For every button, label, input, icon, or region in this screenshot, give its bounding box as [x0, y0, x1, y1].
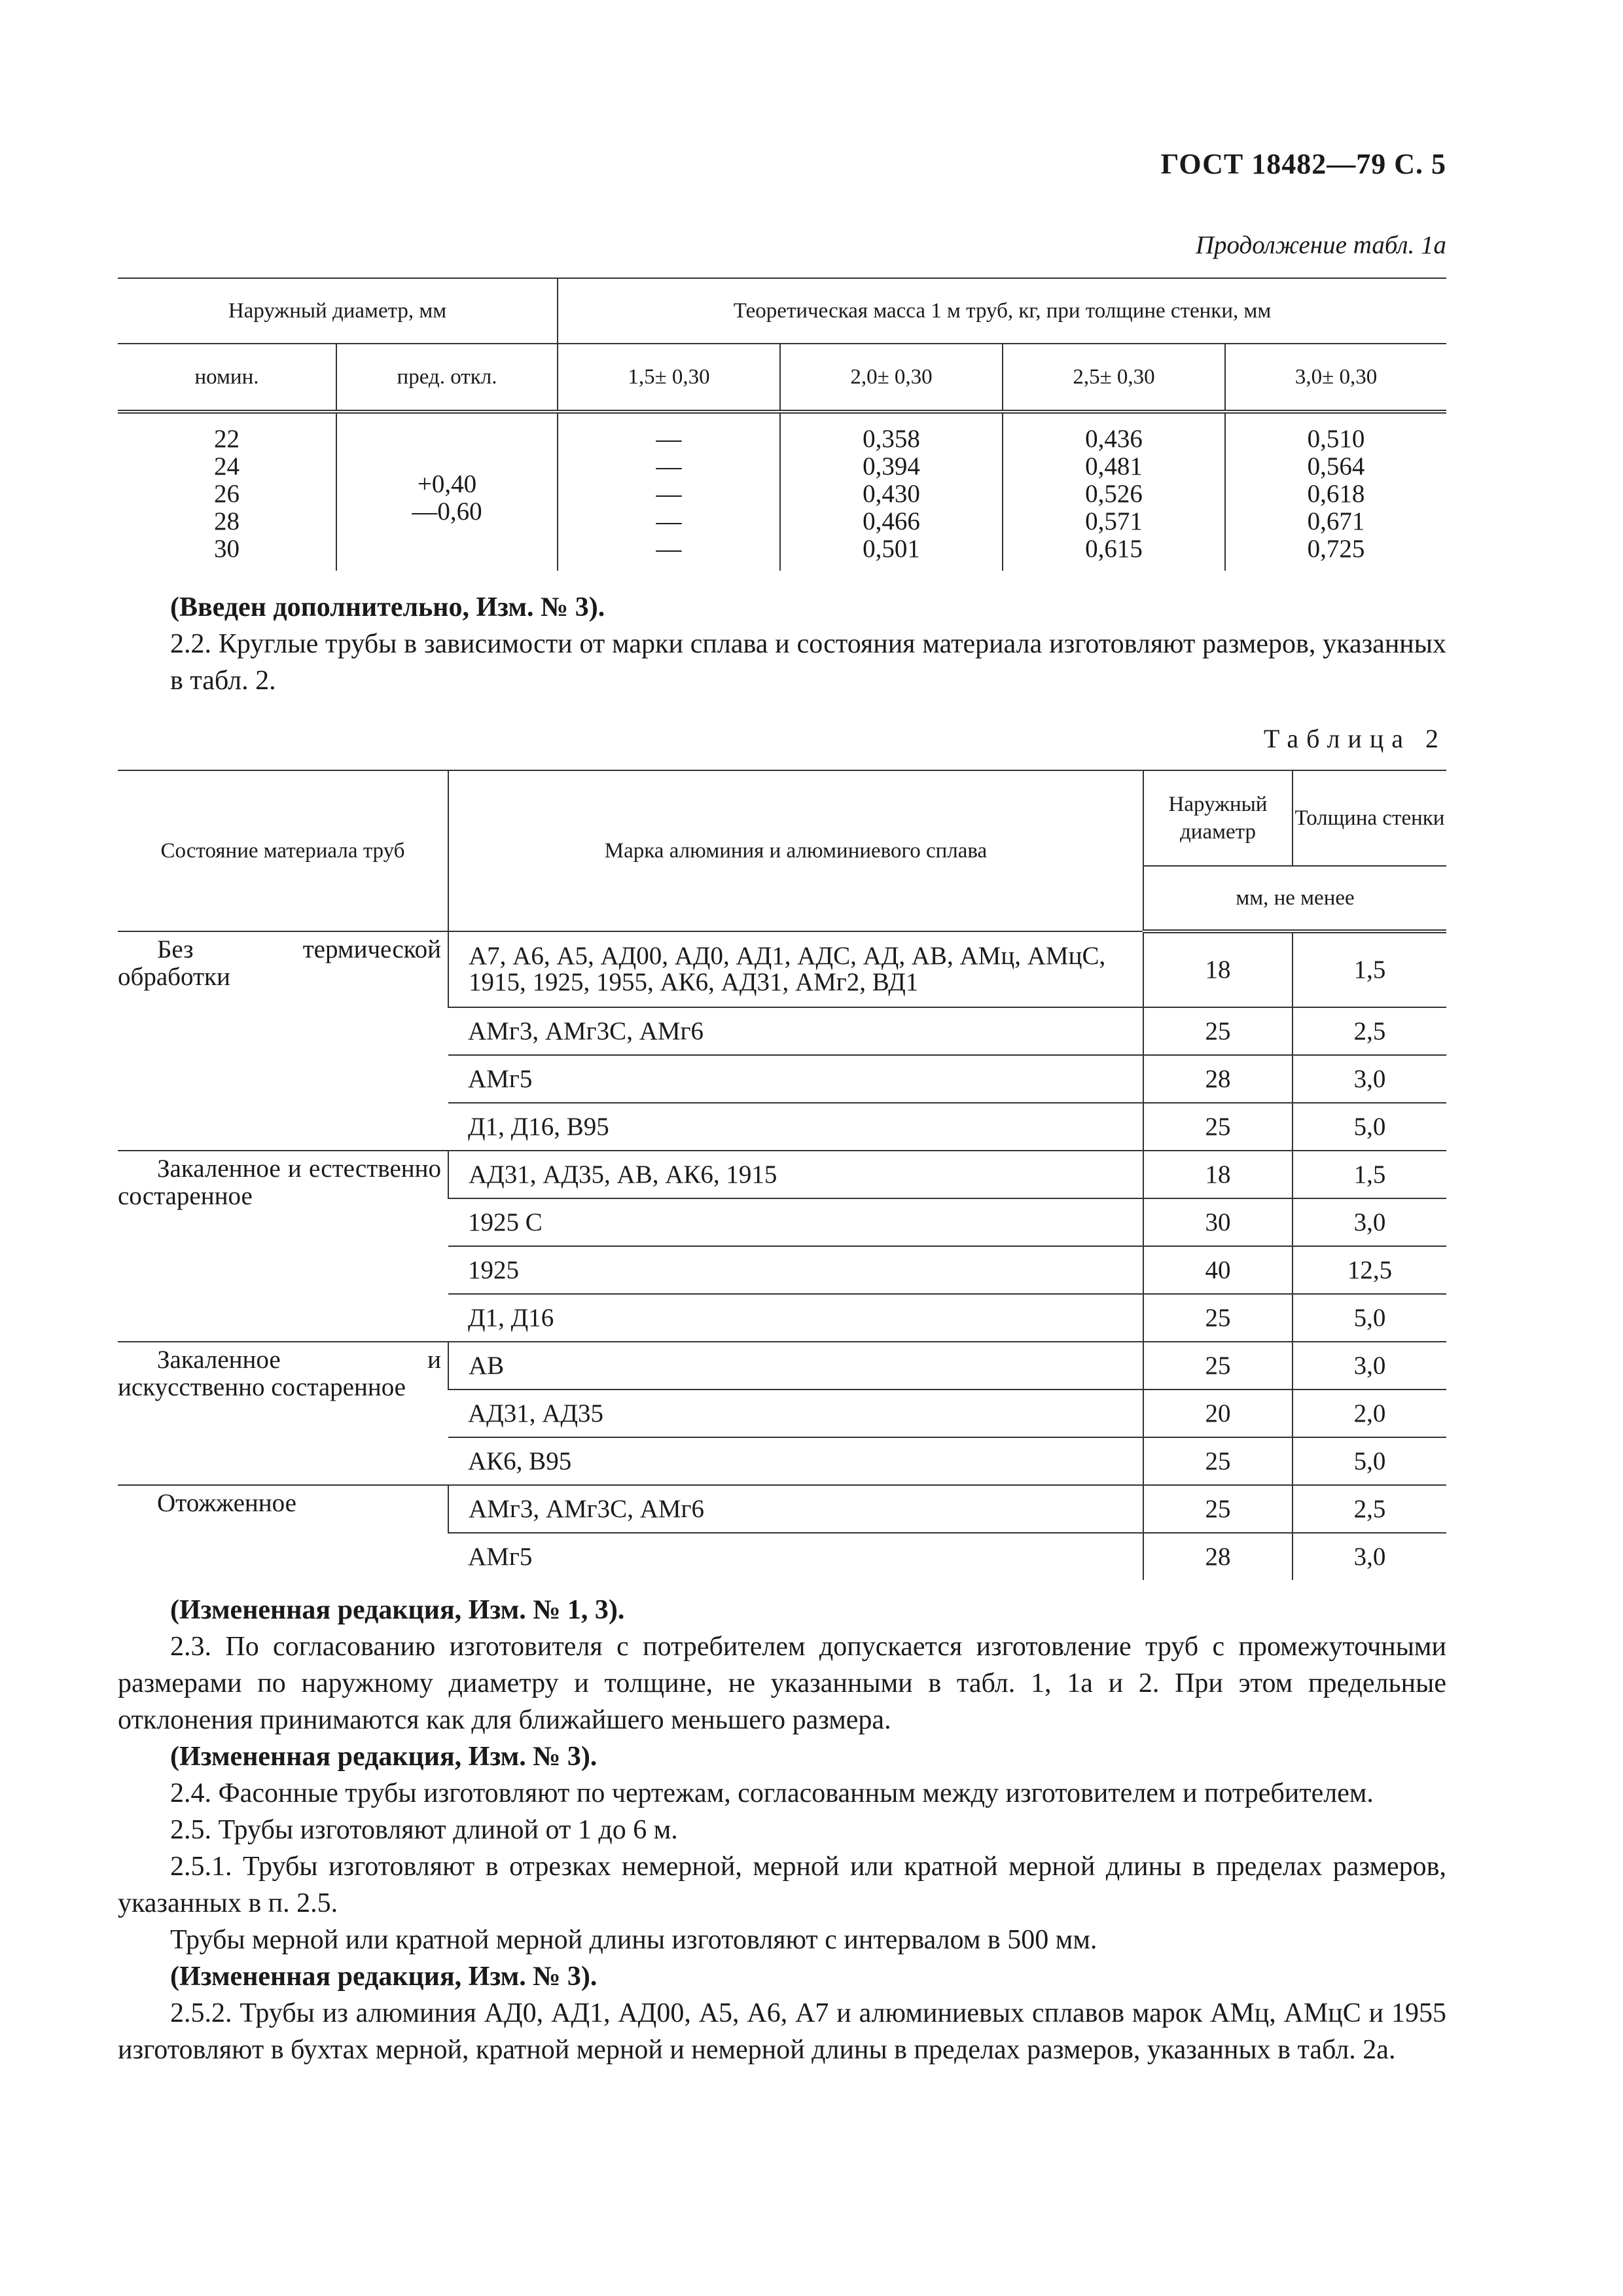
grade-cell: АМг5	[448, 1055, 1143, 1103]
diameter-cell: 28	[1143, 1055, 1293, 1103]
thickness-cell: 2,5	[1293, 1485, 1446, 1533]
thickness-cell: 2,5	[1293, 1007, 1446, 1055]
thickness-cell: 1,5	[1293, 931, 1446, 1007]
paragraph-2-3: 2.3. По согласованию изготовителя с потребителем допускается изготовление труб с промежуточными размерами по наружному диаметру и толщине, не указанными в табл. 1, 1а и 2. При этом предельные отклонения принимаются как для ближайшего меньшего размера.	[118, 1632, 1446, 1735]
grade-cell: АД31, АД35	[448, 1390, 1143, 1437]
table-cell: 26	[214, 480, 240, 508]
paragraph-2-5-1: 2.5.1. Трубы изготовляют в отрезках немерной, мерной или кратной мерной длины в пределах размеров, указанных в п. 2.5.	[118, 1852, 1446, 1918]
grade-cell: АК6, В95	[448, 1437, 1143, 1485]
header-units: мм, не менее	[1143, 866, 1446, 931]
table-cell: 0,358	[863, 425, 920, 453]
header-wall-2-0: 2,0± 0,30	[780, 344, 1003, 412]
grade-cell: А7, А6, А5, АД00, АД0, АД1, АДС, АД, АВ, АМц, АМцС, 1915, 1925, 1955, АК6, АД31, АМг2, ВД1	[448, 931, 1143, 1007]
diameter-cell: 25	[1143, 1294, 1293, 1342]
table-cell: 0,526	[1085, 480, 1143, 508]
thickness-cell: 3,0	[1293, 1198, 1446, 1246]
grade-cell: Д1, Д16, В95	[448, 1103, 1143, 1151]
table-cell: —	[656, 480, 682, 508]
diameter-cell: 20	[1143, 1390, 1293, 1437]
thickness-cell: 3,0	[1293, 1533, 1446, 1580]
header-outer-diameter: Наружный диаметр, мм	[118, 278, 558, 344]
cell-wall-3-0	[1225, 412, 1446, 571]
table-cell: 0,430	[863, 480, 920, 508]
table-cell: 0,671	[1307, 507, 1365, 535]
thickness-cell: 3,0	[1293, 1342, 1446, 1390]
diameter-cell: 30	[1143, 1198, 1293, 1246]
grade-cell: АВ	[448, 1342, 1143, 1390]
cell-wall-2-0	[780, 412, 1003, 571]
table-cell: 0,501	[863, 535, 920, 563]
grade-cell: АМг3, АМг3С, АМг6	[448, 1007, 1143, 1055]
table-cell: 22	[214, 425, 240, 453]
grade-cell: АД31, АД35, АВ, АК6, 1915	[448, 1151, 1143, 1198]
amendment-note: (Измененная редакция, Изм. № 3).	[170, 1962, 597, 1992]
header-outer-diameter: Наружный диаметр	[1143, 770, 1293, 866]
grade-cell: 1925 С	[448, 1198, 1143, 1246]
table-cell: 0,618	[1307, 480, 1365, 508]
state-cell: Без термической обработки	[118, 931, 448, 1151]
table-cell: 24	[214, 452, 240, 480]
diameter-cell: 18	[1143, 931, 1293, 1007]
table-cell: 0,615	[1085, 535, 1143, 563]
diameter-cell: 25	[1143, 1437, 1293, 1485]
section-2-2	[118, 589, 1446, 699]
cell-diameters	[118, 412, 336, 571]
header-wall-3-0: 3,0± 0,30	[1225, 344, 1446, 412]
paragraph-2-2: 2.2. Круглые трубы в зависимости от марки сплава и состояния материала изготовляют размеров, указанных в табл. 2.	[170, 629, 1446, 696]
paragraph-2-5-1-b: Трубы мерной или кратной мерной длины изготовляют с интервалом в 500 мм.	[170, 1925, 1097, 1955]
table-cell: 28	[214, 507, 240, 535]
thickness-cell: 1,5	[1293, 1151, 1446, 1198]
paragraph-2-5: 2.5. Трубы изготовляют длиной от 1 до 6 м.	[170, 1815, 678, 1845]
diameter-cell: 25	[1143, 1007, 1293, 1055]
thickness-cell: 5,0	[1293, 1437, 1446, 1485]
table-cell: 0,571	[1085, 507, 1143, 535]
table-cell: —	[656, 425, 682, 453]
thickness-cell: 5,0	[1293, 1294, 1446, 1342]
amendment-note: (Введен дополнительно, Изм. № 3).	[170, 592, 605, 622]
thickness-cell: 2,0	[1293, 1390, 1446, 1437]
table-cell: —	[656, 507, 682, 535]
header-wall-1-5: 1,5± 0,30	[558, 344, 780, 412]
cell-wall-1-5	[558, 412, 780, 571]
table-cell: 0,436	[1085, 425, 1143, 453]
header-wall-2-5: 2,5± 0,30	[1003, 344, 1225, 412]
table-cell: 0,510	[1307, 425, 1365, 453]
state-cell: Отожженное	[118, 1485, 448, 1580]
document-page	[118, 0, 1446, 2296]
table-cell: —	[656, 452, 682, 480]
table-cell: 30	[214, 535, 240, 563]
table-1a-continuation	[118, 278, 1446, 571]
table-cell: 0,564	[1307, 452, 1365, 480]
thickness-cell: 5,0	[1293, 1103, 1446, 1151]
thickness-cell: 3,0	[1293, 1055, 1446, 1103]
section-2-3-to-2-5-2	[118, 1592, 1446, 2068]
grade-cell: Д1, Д16	[448, 1294, 1143, 1342]
state-cell: Закаленное и искусственно состаренное	[118, 1342, 448, 1485]
table-2	[118, 770, 1446, 1580]
cell-tolerance	[336, 412, 558, 571]
grade-cell: АМг5	[448, 1533, 1143, 1580]
table-continuation-note: Продолжение табл. 1а	[1195, 231, 1446, 259]
diameter-cell: 28	[1143, 1533, 1293, 1580]
header-tolerance: пред. откл.	[336, 344, 558, 412]
header-wall-thickness: Толщина стенки	[1293, 770, 1446, 866]
paragraph-2-4: 2.4. Фасонные трубы изготовляют по чертежам, согласованным между изготовителем и потребителем.	[170, 1778, 1374, 1808]
grade-cell: 1925	[448, 1246, 1143, 1294]
diameter-cell: 25	[1143, 1103, 1293, 1151]
table-cell: 0,394	[863, 452, 920, 480]
amendment-note: (Измененная редакция, Изм. № 1, 3).	[170, 1595, 625, 1625]
paragraph-2-5-2: 2.5.2. Трубы из алюминия АД0, АД1, АД00, А5, А6, А7 и алюминиевых сплавов марок АМц, АМцС и 1955 изготовляют в бухтах мерной, кратной мерной и немерной длины в пределах размеров, указанных в табл. 2а.	[118, 1998, 1446, 2065]
thickness-cell: 12,5	[1293, 1246, 1446, 1294]
header-alloy-grade: Марка алюминия и алюминиевого сплава	[448, 770, 1143, 931]
amendment-note: (Измененная редакция, Изм. № 3).	[170, 1742, 597, 1772]
diameter-cell: 25	[1143, 1342, 1293, 1390]
cell-wall-2-5	[1003, 412, 1225, 571]
header-material-state: Состояние материала труб	[118, 770, 448, 931]
table-cell: —	[656, 535, 682, 563]
page-title: ГОСТ 18482—79 С. 5	[1160, 148, 1446, 180]
state-cell: Закаленное и естественно состаренное	[118, 1151, 448, 1342]
tolerance-plus: +0,40	[417, 470, 477, 498]
grade-cell: АМг3, АМг3С, АМг6	[448, 1485, 1143, 1533]
table-cell: 0,481	[1085, 452, 1143, 480]
table-2-caption: Таблица 2	[1263, 724, 1446, 753]
diameter-cell: 25	[1143, 1485, 1293, 1533]
table-cell: 0,725	[1307, 535, 1365, 563]
diameter-cell: 40	[1143, 1246, 1293, 1294]
diameter-cell: 18	[1143, 1151, 1293, 1198]
tolerance-minus: —0,60	[412, 497, 482, 526]
table-cell: 0,466	[863, 507, 920, 535]
header-nominal: номин.	[118, 344, 336, 412]
header-theoretical-mass: Теоретическая масса 1 м труб, кг, при толщине стенки, мм	[558, 278, 1446, 344]
